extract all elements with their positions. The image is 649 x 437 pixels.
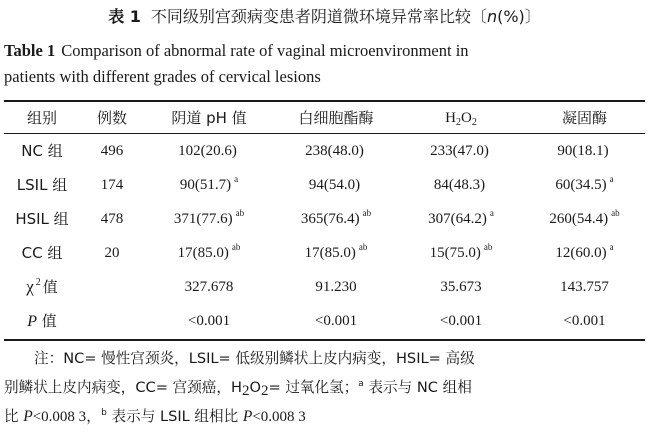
header-leukocyte-esterase: 白细胞酯酶: [298, 109, 374, 127]
table-row-p-value: P 值 <0.001 <0.001 <0.001 <0.001: [4, 304, 645, 338]
table-row: CC 组 20 17(85.0) $^{ab}$ 17(85.0) $^{ab}$ 15(75.0) $^{ab}$ 12(60.0) $^a$: [21, 242, 614, 262]
header-cases: 例数: [96, 109, 127, 127]
p-value-label: P 值: [27, 312, 57, 330]
footnote-line-3: 比 P<0.008 3，$^b$ 表示与 LSIL 组相比 P<0.008 3: [4, 408, 306, 425]
table-row: LSIL 组 174 90(51.7) $^a$ 94(54.0) 84(48.3) 60(34.5) $^a$: [16, 174, 614, 194]
header-group: 组别: [26, 109, 57, 127]
table-row: NC 组 496 102(20.6) 238(48.0) 233(47.0) 90(18.1): [21, 142, 609, 160]
table-title-text-cn: 不同级别宫颈病变患者阴道微环境异常率比较: [150, 7, 471, 26]
table-footnote: [4, 344, 645, 432]
header-h2o2: $H_2O_2$: [445, 110, 477, 128]
table-title-en-line1: Table 1 Comparison of abnormal rate of vaginal microenvironment in: [4, 41, 469, 60]
table-title-cn: [0, 6, 649, 28]
footnote-line-2: 别鳞状上皮内病变，CC= 宫颈癌，$H_2O_2=$ 过氧化氢；$^a$ 表示与 NC 组相: [4, 379, 472, 399]
table-title-en: [4, 38, 645, 90]
table-number-cn: 表 1: [108, 7, 141, 26]
table-row: HSIL 组 478 371(77.6) $^{ab}$ 365(76.4) $^{ab}$ 307(64.2) $^a$ 260(54.4) $^{ab}$: [15, 208, 620, 228]
chi-square-label: χ $^2$ 值: [26, 277, 58, 296]
table-bottom-rule: [4, 339, 645, 341]
header-coagulase: 凝固酶: [561, 109, 607, 127]
table-header-row: [4, 101, 645, 135]
table-unit: 〔n(%)〕: [470, 7, 541, 26]
header-ph: 阴道 pH 值: [171, 109, 247, 127]
table-title-en-line2: patients with different grades of cervical lesions: [4, 67, 321, 86]
footnote-line-1: 注：NC= 慢性宫颈炎，LSIL= 低级别鳞状上皮内病变，HSIL= 高级: [34, 350, 475, 367]
table-row-chi-square: χ $^2$ 值 327.678 91.230 35.673 143.757: [4, 270, 645, 304]
